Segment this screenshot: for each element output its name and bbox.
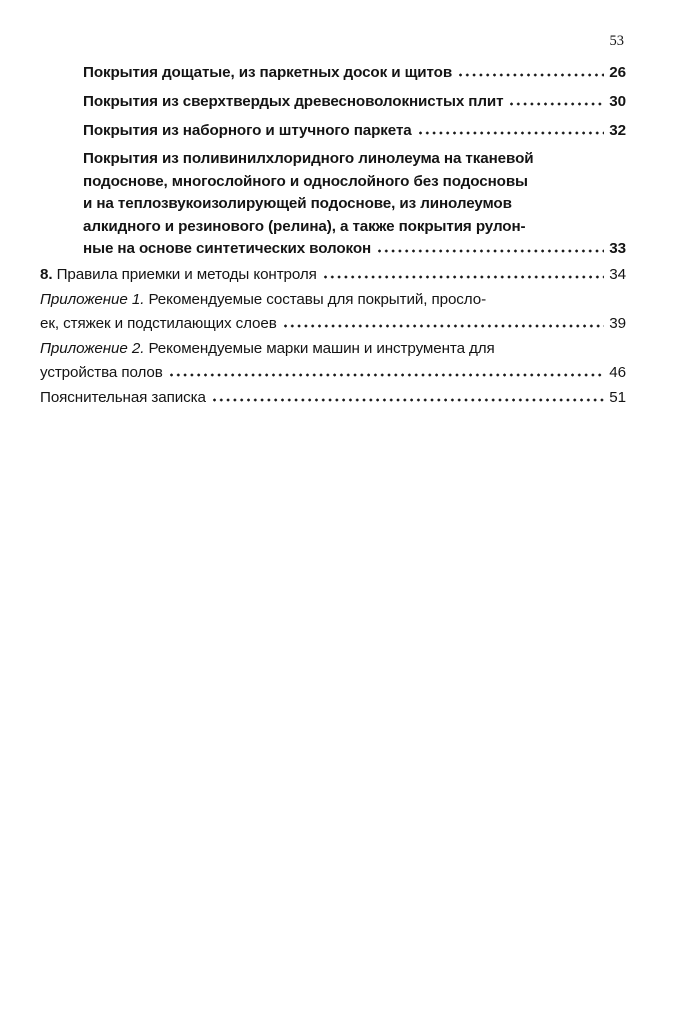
toc-entry — [40, 288, 626, 337]
dot-leader — [459, 73, 604, 77]
toc-entry-text: Покрытия из наборного и штучного паркета — [83, 122, 412, 139]
toc-entry — [40, 386, 626, 411]
toc-line — [40, 171, 626, 194]
toc-line — [40, 288, 626, 313]
toc-line — [40, 238, 626, 261]
toc-entry-text: Покрытия из поливинилхлоридного линолеума на тканевой — [83, 150, 534, 167]
toc-entry-text: Покрытия из сверхтвердых древесноволокнистых плит — [83, 93, 504, 110]
toc-line — [40, 337, 626, 362]
dot-leader — [213, 398, 604, 402]
toc-entry — [40, 148, 626, 261]
toc-page-ref: 39 — [609, 315, 626, 332]
toc-entry-text: Пояснительная записка — [40, 388, 206, 406]
toc-entry-text: Покрытия дощатые, из паркетных досок и щитов — [83, 64, 453, 81]
toc-entry-text: подоснове, многослойного и однослойного без подосновы — [83, 172, 528, 190]
page-number: 53 — [609, 33, 624, 49]
toc-line — [40, 90, 626, 113]
toc-page-ref: 34 — [609, 266, 626, 283]
dot-leader — [284, 324, 605, 328]
dot-leader — [419, 131, 605, 135]
toc-line — [40, 263, 626, 288]
dot-leader — [510, 102, 604, 106]
toc-entry — [40, 263, 626, 288]
dot-leader — [324, 275, 604, 279]
toc-page-ref: 32 — [609, 122, 626, 139]
toc-page-ref: 46 — [609, 364, 626, 381]
toc-page-ref: 51 — [609, 388, 626, 406]
toc-page-ref: 33 — [609, 240, 626, 257]
toc-page-ref: 30 — [609, 93, 626, 110]
toc-entry-text: Рекомендуемые марки машин и инструмента для — [148, 339, 495, 357]
toc-line — [40, 386, 626, 411]
toc-line — [40, 119, 626, 142]
toc-entry-text: алкидного и резинового (релина), а также покрытия рулон- — [83, 217, 526, 235]
toc-line — [40, 312, 626, 337]
toc-line — [40, 61, 626, 84]
toc-entry-text: Правила приемки и методы контроля — [56, 266, 317, 283]
dot-leader — [378, 249, 604, 253]
toc-entry — [40, 337, 626, 386]
toc-entry-text: устройства полов — [40, 364, 163, 381]
toc-page-ref: 26 — [609, 64, 626, 81]
toc-entry-prefix: 8. — [40, 266, 57, 283]
toc-entry-prefix: Приложение 2. — [40, 339, 149, 357]
toc-line — [40, 216, 626, 239]
table-of-contents — [40, 61, 626, 410]
toc-line — [40, 193, 626, 216]
toc-entry-prefix: Приложение 1. — [40, 290, 149, 308]
toc-line — [40, 361, 626, 386]
dot-leader — [170, 373, 605, 377]
toc-entry-text: и на теплозвукоизолирующей подоснове, из линолеумов — [83, 195, 512, 212]
toc-entry-text: ные на основе синтетических волокон — [83, 240, 372, 257]
toc-entry — [40, 61, 626, 84]
toc-entry — [40, 90, 626, 113]
toc-line — [40, 148, 626, 171]
toc-entry-text: ек, стяжек и подстилающих слоев — [40, 315, 277, 332]
toc-entry — [40, 119, 626, 142]
toc-entry-text: Рекомендуемые составы для покрытий, просло- — [148, 290, 487, 308]
